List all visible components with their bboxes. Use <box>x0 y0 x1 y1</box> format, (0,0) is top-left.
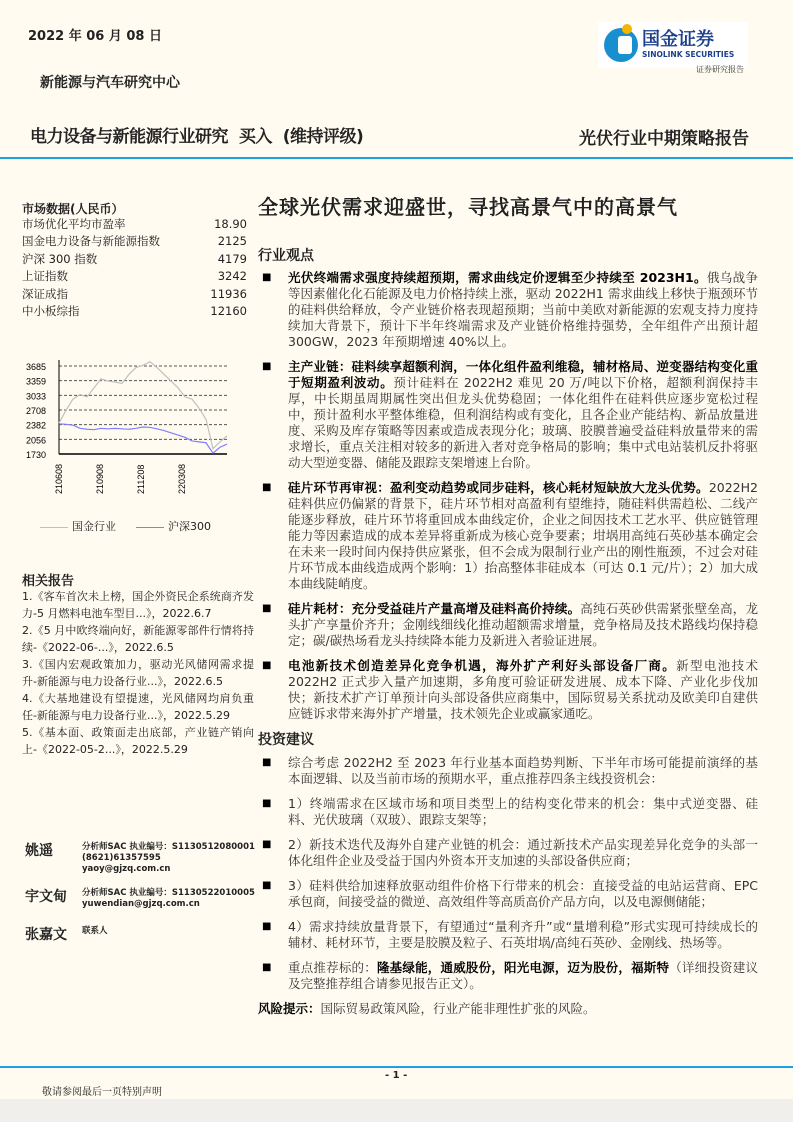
risk-label: 风险提示： <box>258 1001 321 1016</box>
author-name: 张嘉文 <box>25 927 67 943</box>
picks-stocks: 隆基绿能，通威股份，阳光电源，迈为股份，福斯特 <box>376 960 670 975</box>
related-report-link[interactable]: 3.《国内宏观政策加力，驱动光风储网需求提升-新能源与电力设备行业...》，2022.6.5 <box>22 658 254 688</box>
view-text: 新型电池技术 2022H2 正式步入量产加速期，多角度可验证研发进展、成本下降、产业化步伐加快；新技术扩产订单预计向头部设备供应商集中，国际贸易关系扰动及欧美印自建供应链诉求带来海外扩产增量，技术领先企业或赢家通吃。 <box>288 658 758 721</box>
industry-name: 电力设备与新能源行业研究 <box>30 127 228 147</box>
related-report-link[interactable]: 1.《客车首次未上榜，国企外资民企系统商齐发力-5 月燃料电池车型目...》，2022.6.7 <box>22 590 254 620</box>
disclaimer: 敬请参阅最后一页特别声明 <box>42 1087 162 1098</box>
risk-warning <box>258 1001 758 1017</box>
logo-subtitle: 证券研究报告 <box>696 65 744 74</box>
report-type: 光伏行业中期策略报告 <box>579 129 749 149</box>
main-body <box>258 247 758 1017</box>
invest-text: 4）需求持续放量背景下，有望通过“量利齐升”或“量增利稳”形式实现可持续成长的辅材、耗材环节，主要是胶膜及粒子、石英坩埚/高纯石英砂、金刚线、热场等。 <box>288 919 758 950</box>
bullet-icon: ■ <box>262 603 272 614</box>
invest-item <box>258 796 758 828</box>
research-center: 新能源与汽车研究中心 <box>40 75 180 91</box>
author-name: 宇文甸 <box>25 889 67 905</box>
invest-text: 1）终端需求在区域市场和项目类型上的结构变化带来的机会：集中式逆变器、硅料、光伏玻璃（双玻）、跟踪支架等； <box>288 796 758 827</box>
view-text: 俄乌战争等因素催化化石能源及电力价格持续上涨，驱动 2022H1 需求曲线上移快于瓶颈环节的硅料供给释放，令产业链价格表现超预期；当前中美欧对新能源的宏观支持力度持续加大背景下，预计下半年终端需求及产业链价格维持强势，全年组件产出预计超 300GW，2023 年预期增速 40%以上。 <box>288 270 758 349</box>
bullet-icon: ■ <box>262 962 272 973</box>
bullet-icon: ■ <box>262 839 272 850</box>
view-item <box>258 601 758 649</box>
risk-text: 国际贸易政策风险，行业产能非理性扩张的风险。 <box>320 1001 596 1016</box>
sinolink-logo <box>598 22 748 68</box>
x-tick-label: 220308 <box>177 463 187 494</box>
author-info-line[interactable]: yaoy@gjzq.com.cn <box>82 864 171 874</box>
view-text: 预计硅料在 2022H2 难见 20 万/吨以下价格，超额利润保持丰厚，中长期虽周期属性突出但龙头优势稳固；一体化组件在硅料供应逐步宽松过程中，预计盈利水平整体维稳，但利润结构或有变化，且各企业产能结构、新品放量进度、采购及库存策略等因素或造成表现分化；玻璃、胶膜普遍受益硅料放量带来的需求增长，重点关注相对较多的新进入者对竞争格局的影响；集中式电站装机反扑将驱动大型逆变器、储能及跟踪支架增速上台阶。 <box>288 375 758 470</box>
legend-line-icon <box>136 527 164 528</box>
y-tick-label: 2382 <box>25 420 46 431</box>
market-label: 国金电力设备与新能源指数 <box>22 234 160 249</box>
market-value: 2125 <box>217 234 247 249</box>
market-value: 3242 <box>217 269 247 284</box>
invest-text: 2）新技术迭代及海外自建产业链的机会：通过新技术产品实现差异化竞争的头部一体化组件企业及受益于国内外资本开支加速的头部设备供应商； <box>288 837 758 868</box>
view-item <box>258 359 758 471</box>
author-info <box>82 842 255 875</box>
market-row <box>22 233 247 250</box>
bullet-icon: ■ <box>262 482 272 493</box>
market-label: 市场优化平均市盈率 <box>22 217 126 231</box>
footer-divider <box>0 1066 793 1068</box>
author-info-line[interactable]: yuwendian@gjzq.com.cn <box>82 899 200 909</box>
bullet-icon: ■ <box>262 757 272 768</box>
picks-item <box>258 960 758 992</box>
bullet-icon: ■ <box>262 361 272 372</box>
author-info-line: 分析师SAC 执业编号：S1130522010005 <box>82 888 255 898</box>
y-tick-label: 2056 <box>25 435 46 446</box>
x-tick-label: 211208 <box>136 464 146 494</box>
view-headline: 光伏终端需求强度持续超预期，需求曲线定价逻辑至少持续至 2023H1。 <box>288 270 707 285</box>
y-tick-label: 1730 <box>25 450 46 460</box>
view-item <box>258 480 758 592</box>
views-heading: 行业观点 <box>258 248 314 264</box>
industry-rating <box>30 122 363 147</box>
view-item <box>258 270 758 350</box>
legend-label: 沪深300 <box>168 520 211 533</box>
x-tick-label: 210908 <box>95 463 105 494</box>
legend-item-industry <box>40 518 116 534</box>
related-report-link[interactable]: 5.《基本面、政策面走出底部，产业链产销向上-《2022-05-2...》，2022.5.29 <box>22 726 254 756</box>
x-tick-label: 210608 <box>54 463 64 494</box>
author-info <box>82 888 255 910</box>
y-tick-label: 3685 <box>25 362 46 372</box>
index-chart <box>0 340 250 515</box>
logo-cn-text: 国金证券 <box>642 29 714 50</box>
picks-suffix: （详细投资建议及完整推荐组合请参见报告正文）。 <box>288 960 758 991</box>
series-line-hs300 <box>59 424 227 453</box>
bullet-icon: ■ <box>262 798 272 809</box>
market-label: 沪深 300 指数 <box>22 251 98 266</box>
y-tick-label: 3033 <box>25 391 46 402</box>
market-row <box>22 251 247 268</box>
invest-text: 3）硅料供给加速释放驱动组件价格下行带来的机会：直接受益的电站运营商、EPC 承包商，间接受益的微逆、高效组件等高质高价产品方向，以及电源侧储能； <box>288 878 758 909</box>
page-number: - 1 - <box>385 1070 408 1081</box>
logo-mark-icon <box>604 28 638 62</box>
invest-heading: 投资建议 <box>258 732 314 748</box>
market-label: 深证成指 <box>22 286 68 301</box>
invest-item <box>258 837 758 869</box>
author-name: 姚遥 <box>25 843 53 859</box>
author-info-line: 分析师SAC 执业编号：S1130512080001 <box>82 842 255 852</box>
market-value: 4179 <box>217 251 247 266</box>
header-divider <box>0 157 793 159</box>
market-row <box>22 303 247 320</box>
market-value: 12160 <box>210 303 247 318</box>
y-tick-label: 2708 <box>25 405 46 416</box>
market-data-title: 市场数据(人民币） <box>22 202 124 216</box>
bullet-icon: ■ <box>262 880 272 891</box>
market-data-table <box>22 216 247 320</box>
view-item <box>258 658 758 722</box>
market-row <box>22 216 247 233</box>
invest-item <box>258 919 758 951</box>
view-headline: 硅片耗材：充分受益硅片产量高增及硅料高价持续。 <box>288 601 581 616</box>
market-value: 18.90 <box>214 217 247 231</box>
market-label: 上证指数 <box>22 269 68 284</box>
author-info <box>82 926 108 937</box>
invest-item <box>258 755 758 787</box>
view-headline: 主产业链：硅料续享超额利润，一体化组件盈利维稳，辅材格局、逆变器结构变化重于短期盈利波动。 <box>288 359 758 390</box>
related-report-link[interactable]: 4.《大基地建设有望提速，光风储网均肩负重任-新能源与电力设备行业...》，2022.5.29 <box>22 692 254 722</box>
author-info-line: (8621)61357595 <box>82 853 161 863</box>
view-text: 高纯石英砂供需紧张壁垒高，龙头扩产享量价齐升；金刚线细线化推动超额需求增量，竞争格局及技术路线均保持稳定；碳/碳热场看龙头持续降本能力及新进入者验证进展。 <box>288 601 758 648</box>
bullet-icon: ■ <box>262 921 272 932</box>
bullet-icon: ■ <box>262 272 272 283</box>
invest-item <box>258 878 758 910</box>
bullet-icon: ■ <box>262 660 272 671</box>
y-tick-label: 3359 <box>25 376 46 387</box>
legend-label: 国金行业 <box>72 520 116 533</box>
market-row <box>22 286 247 303</box>
legend-item-hs300 <box>136 518 211 534</box>
chart-legend <box>40 518 211 534</box>
logo-en-text: SINOLINK SECURITIES <box>642 50 735 59</box>
market-value: 11936 <box>210 286 247 301</box>
invest-text: 综合考虑 2022H2 至 2023 年行业基本面趋势判断、下半年市场可能提前演绎的基本面逻辑、以及当前市场的预期水平，重点推荐四条主线投资机会： <box>288 755 758 786</box>
market-row <box>22 268 247 285</box>
related-reports-title: 相关报告 <box>22 574 75 589</box>
rating-note: (维持评级) <box>282 127 364 147</box>
legend-line-icon <box>40 527 68 528</box>
related-report-link[interactable]: 2.《5 月中欧终端向好，新能源零部件行情将持续-《2022-06-...》，2022.6.5 <box>22 624 254 654</box>
view-headline: 电池新技术创造差异化竞争机遇，海外扩产利好头部设备厂商。 <box>288 658 677 673</box>
rating: 买入 <box>238 127 272 147</box>
view-headline: 硅片环节再审视：盈利变动趋势或同步硅料，核心耗材短缺放大龙头优势。 <box>288 480 709 495</box>
logo-dot-icon <box>622 24 632 34</box>
related-reports-list <box>22 588 254 758</box>
series-line-industry <box>59 362 227 449</box>
view-text: 2022H2 硅料供应仍偏紧的背景下，硅片环节相对高盈利有望维持，随硅料供需趋松、二线产能逐步释放，硅片环节将重回成本曲线定价，企业之间因技术工艺水平、供应链管理能力等因素造成的成本差异将重新成为核心竞争要素；坩埚用高纯石英砂基本确定会在未来一段时间内保持供应紧张，但不会成为限制行业产出的刚性瓶颈，不过会对硅片环节成本曲线造成两个影响：1）抬高整体非硅成本（可达 0.1 元/片）；2）加大成本曲线陡峭度。 <box>288 480 758 591</box>
report-date: 2022 年 06 月 08 日 <box>28 29 162 44</box>
author-info-line: 联系人 <box>82 926 108 936</box>
picks-prefix: 重点推荐标的： <box>288 960 377 975</box>
market-label: 中小板综指 <box>22 303 80 318</box>
main-title: 全球光伏需求迎盛世，寻找高景气中的高景气 <box>258 195 678 219</box>
